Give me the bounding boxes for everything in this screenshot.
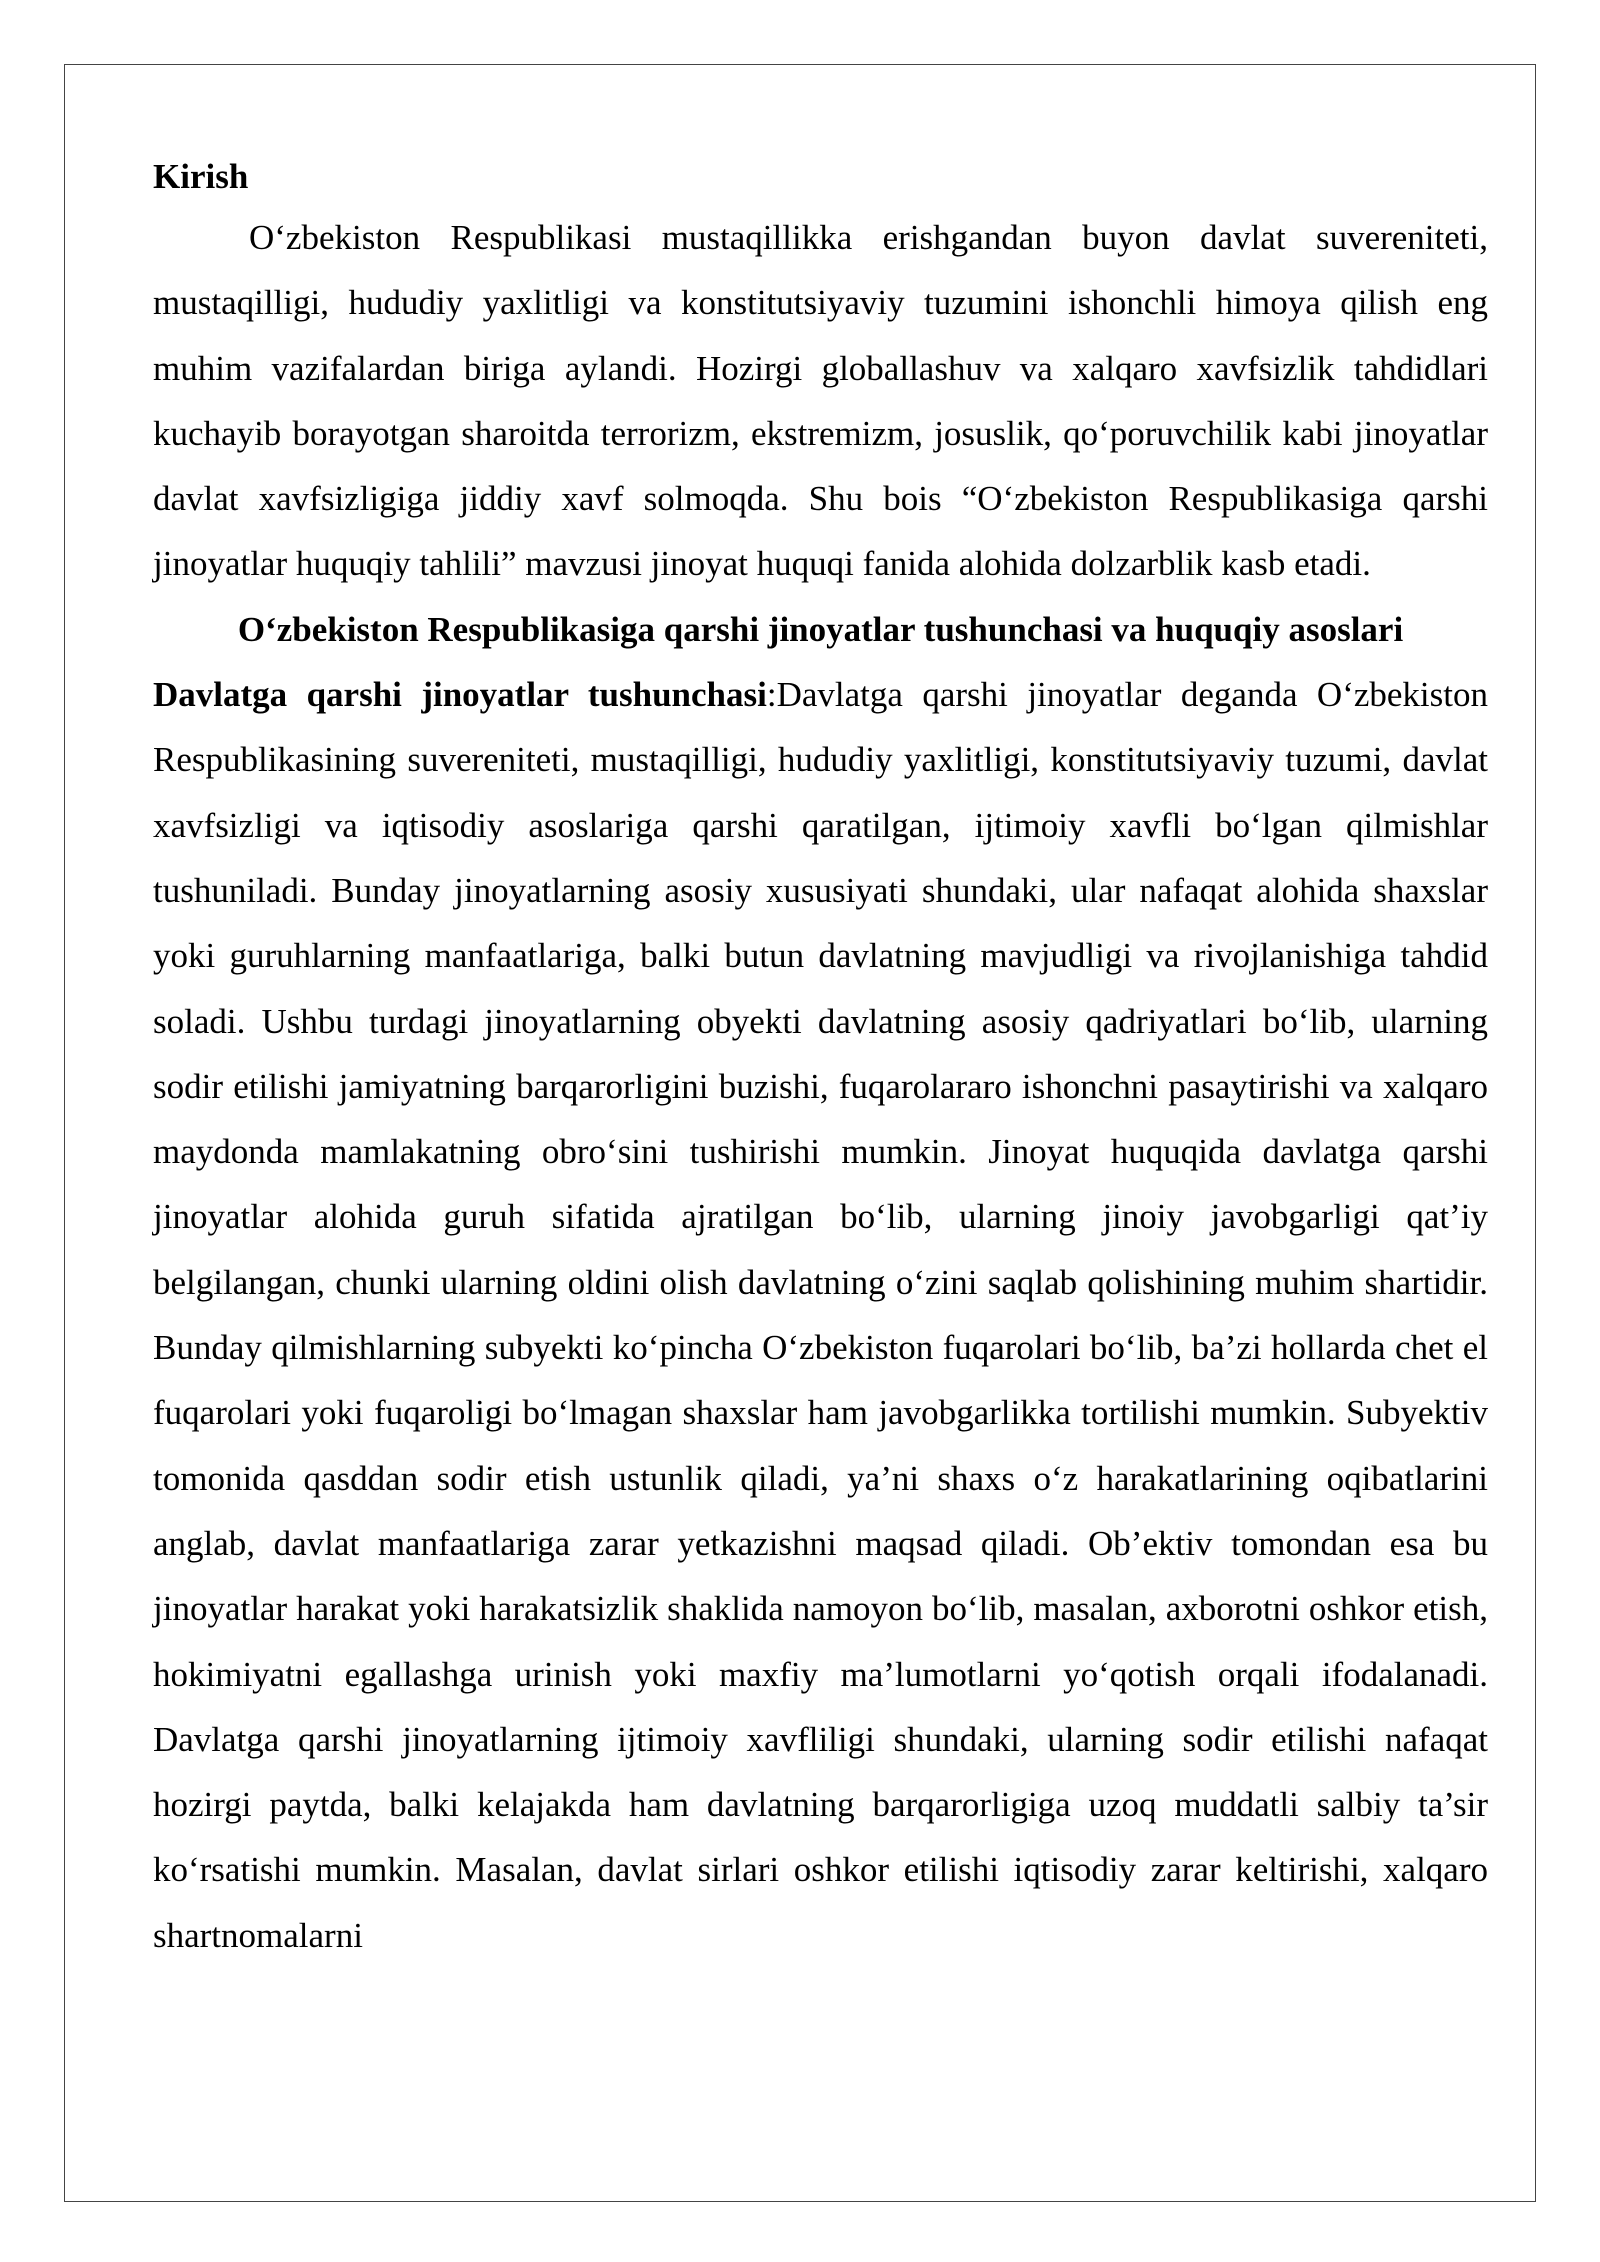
section-title: O‘zbekiston Respublikasiga qarshi jinoyatlar tushunchasi va huquqiy asoslari	[237, 609, 1404, 649]
definition-term: Davlatga qarshi jinoyatlar tushunchasi	[153, 675, 767, 715]
definition-paragraph	[153, 662, 1488, 1968]
definition-separator: :	[766, 675, 777, 715]
intro-paragraph: O‘zbekiston Respublikasi mustaqillikka erishgandan buyon davlat suvereniteti, mustaqilligi, hududiy yaxlitligi va konstitutsiyaviy tuzumini ishonchli himoya qilish eng muhim vazifalardan biriga aylandi. Hozirgi globallashuv va xalqaro xavfsizlik tahdidlari kuchayib borayotgan sharoitda terrorizm, ekstremizm, josuslik, qo‘poruvchilik kabi jinoyatlar davlat xavfsizligiga jiddiy xavf solmoqda. Shu bois “O‘zbekiston Respublikasiga qarshi jinoyatlar huquqiy tahlili” mavzusi jinoyat huquqi fanida alohida dolzarblik kasb etadi.	[153, 218, 1488, 584]
document-body	[153, 148, 1488, 1968]
heading-kirish: Kirish	[153, 157, 249, 196]
definition-text: Davlatga qarshi jinoyatlar deganda O‘zbekiston Respublikasining suvereniteti, mustaqilligi, hududiy yaxlitligi, konstitutsiyaviy tuzumi, davlat xavfsizligi va iqtisodiy asoslariga qarshi qaratilgan, ijtimoiy xavfli bo‘lgan qilmishlar tushuniladi. Bunday jinoyatlarning asosiy xususiyati shundaki, ular nafaqat alohida shaxslar yoki guruhlarning manfaatlariga, balki butun davlatning mavjudligi va rivojlanishiga tahdid soladi. Ushbu turdagi jinoyatlarning obyekti davlatning asosiy qadriyatlari bo‘lib, ularning sodir etilishi jamiyatning barqarorligini buzishi, fuqarolararo ishonchni pasaytirishi va xalqaro maydonda mamlakatning obro‘sini tushirishi mumkin. Jinoyat huquqida davlatga qarshi jinoyatlar alohida guruh sifatida ajratilgan bo‘lib, ularning jinoiy javobgarligi qat’iy belgilangan, chunki ularning oldini olish davlatning o‘zini saqlab qolishining muhim shartidir. Bunday qilmishlarning subyekti ko‘pincha O‘zbekiston fuqarolari bo‘lib, ba’zi hollarda chet el fuqarolari yoki fuqaroligi bo‘lmagan shaxslar ham javobgarlikka tortilishi mumkin. Subyektiv tomonida qasddan sodir etish ustunlik qiladi, ya’ni shaxs o‘z harakatlarining oqibatlarini anglab, davlat manfaatlariga zarar yetkazishni maqsad qiladi. Ob’ektiv tomondan esa bu jinoyatlar harakat yoki harakatsizlik shaklida namoyon bo‘lib, masalan, axborotni oshkor etish, hokimiyatni egallashga urinish yoki maxfiy ma’lumotlarni yo‘qotish orqali ifodalanadi. Davlatga qarshi jinoyatlarning ijtimoiy xavfliligi shundaki, ularning sodir etilishi nafaqat hozirgi paytda, balki kelajakda ham davlatning barqarorligiga uzoq muddatli salbiy ta’sir ko‘rsatishi mumkin. Masalan, davlat sirlari oshkor etilishi iqtisodiy zarar keltirishi, xalqaro shartnomalarni	[153, 675, 1488, 1955]
